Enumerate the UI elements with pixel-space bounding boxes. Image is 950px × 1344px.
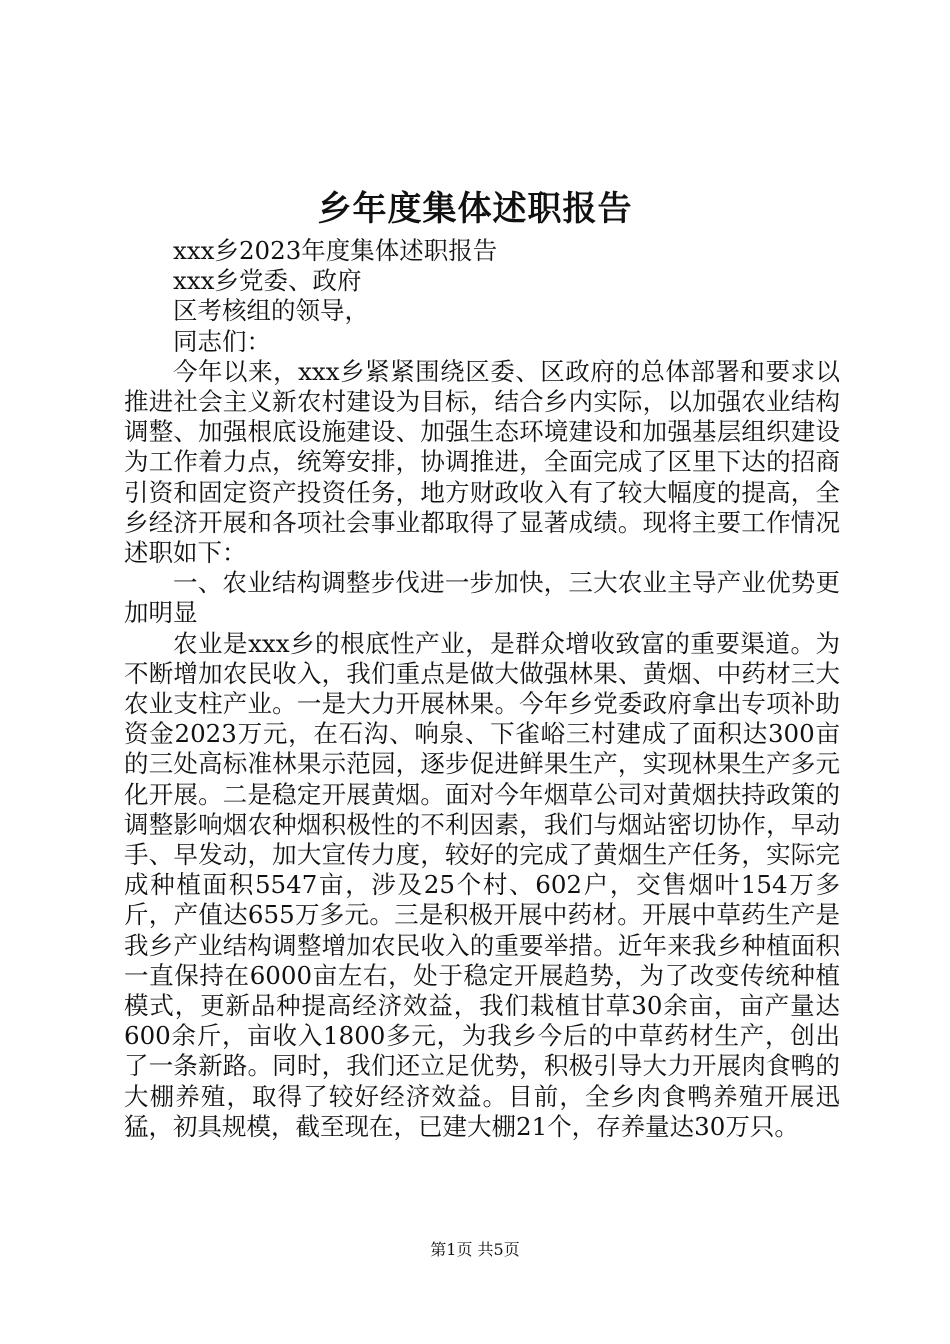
- paragraph-salutation-2: 同志们：: [173, 326, 271, 356]
- paragraph-intro: 今年以来，xxx乡紧紧围绕区委、区政府的总体部署和要求以推进社会主义新农村建设为目标，结合乡内实际，以加强农业结构调整、加强根底设施建设、加强生态环境建设和加强基层组织建设为工作着力点，统筹安排，协调推进，全面完成了区里下达的招商引资和固定资产投资任务，地方财政收入有了较大幅度的提高，全乡经济开展和各项社会事业都取得了显著成绩。现将主要工作情况述职如下：: [124, 356, 840, 568]
- document-title: 乡年度集体述职报告: [317, 189, 633, 229]
- paragraph-heading-line: xxx乡2023年度集体述职报告: [173, 236, 498, 265]
- paragraph-salutation-1: 区考核组的领导，: [173, 296, 369, 326]
- paragraph-agriculture: 农业是xxx乡的根底性产业，是群众增收致富的重要渠道。为不断增加农民收入，我们重点是做大做强林果、黄烟、中药材三大农业支柱产业。一是大力开展林果。今年乡党委政府拿出专项补助资金2023万元，在石沟、响泉、下雀峪三村建成了面积达300亩的三处高标准林果示范园，逐步促进鲜果生产，实现林果生产多元化开展。二是稳定开展黄烟。面对今年烟草公司对黄烟扶持政策的调整影响烟农种烟积极性的不利因素，我们与烟站密切协作，早动手、早发动，加大宣传力度，较好的完成了黄烟生产任务，实际完成种植面积5547亩，涉及25个村、602户，交售烟叶154万多斤，产值达655万多元。三是积极开展中药材。开展中草药生产是我乡产业结构调整增加农民收入的重要举措。近年来我乡种植面积一直保持在6000亩左右，处于稳定开展趋势，为了改变传统种植模式，更新品种提高经济效益，我们栽植甘草30余亩，亩产量达600余斤，亩收入1800多元，为我乡今后的中草药材生产，创出了一条新路。同时，我们还立足优势，积极引导大力开展肉食鸭的大棚养殖，取得了较好经济效益。目前，全乡肉食鸭养殖开展迅猛，初具规模，截至现在，已建大棚21个，存养量达30万只。: [124, 628, 840, 1141]
- document-body: [124, 236, 840, 1142]
- paragraph-section-heading: 一、农业结构调整步伐进一步加快，三大农业主导产业优势更加明显: [124, 568, 840, 628]
- page-footer: 第1页 共5页: [430, 1240, 520, 1259]
- paragraph-author-line: xxx乡党委、政府: [173, 266, 362, 296]
